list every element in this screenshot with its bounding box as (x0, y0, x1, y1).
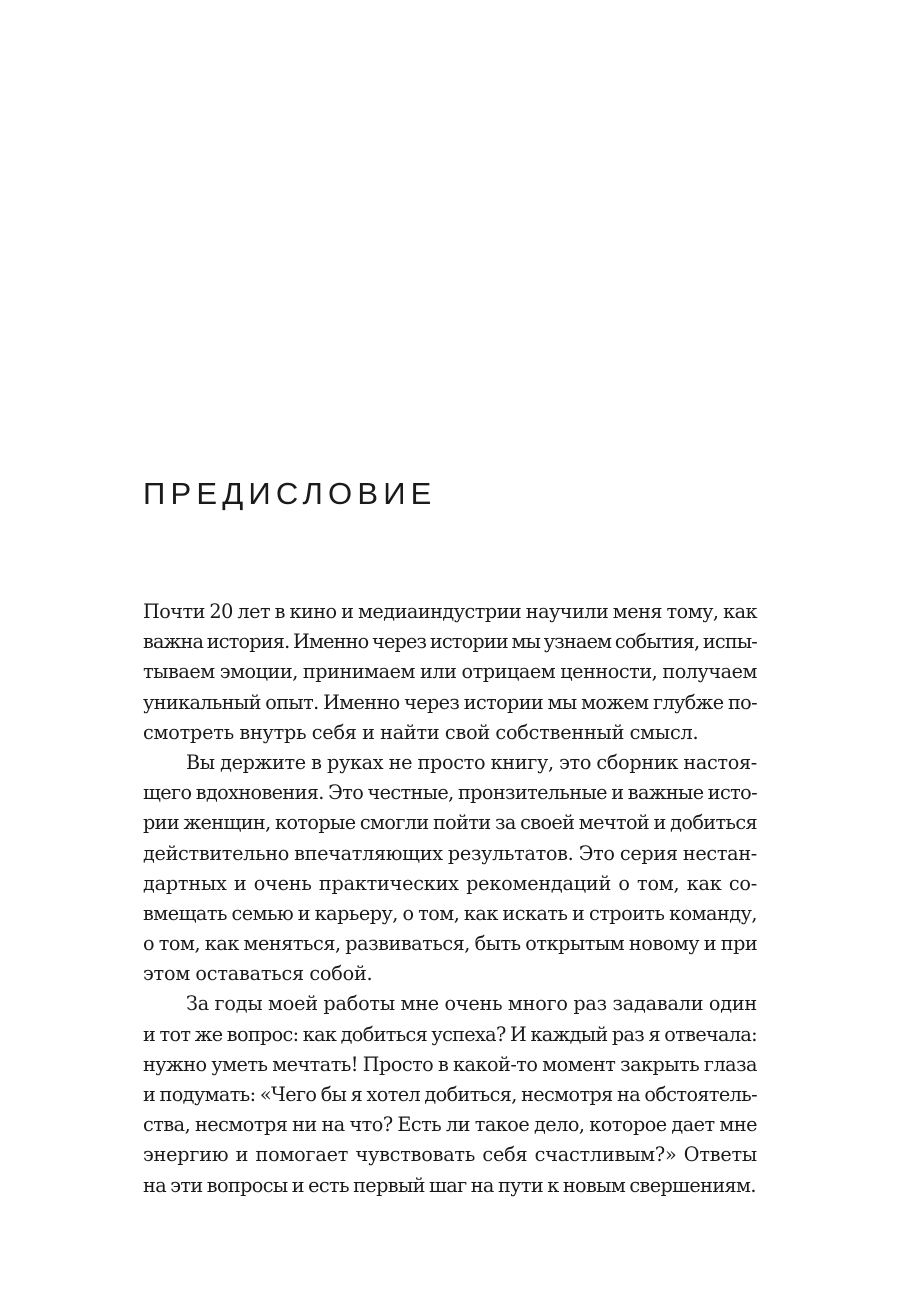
text-line: нужно уметь мечтать! Просто в какой-то момент закрыть глаза (143, 1052, 757, 1076)
paragraph-2 (143, 748, 757, 990)
text-line: За годы моей работы мне очень много раз задавали один (186, 992, 757, 1016)
text-line: этом оставаться собой. (143, 962, 373, 986)
text-line: о том, как меняться, развиваться, быть открытым новому и при (143, 932, 758, 956)
text-line: и подумать: «Чего бы я хотел добиться, несмотря на обстоятель- (143, 1083, 757, 1106)
chapter-title: ПРЕДИСЛОВИЕ (143, 476, 437, 511)
text-line: на эти вопросы и есть первый шаг на пути к новым свершениям. (143, 1173, 756, 1197)
text-line: и тот же вопрос: как добиться успеха? И каждый раз я отвечала: (143, 1022, 757, 1046)
paragraph-3 (143, 989, 757, 1200)
text-line: уникальный опыт. Именно через истории мы можем глубже по- (143, 690, 757, 714)
text-line: действительно впечатляющих результатов. Это серия нестан- (143, 841, 757, 865)
text-line: вмещать семью и карьеру, о том, как искать и строить команду, (143, 901, 757, 925)
text-line: Почти 20 лет в кино и медиаиндустрии научили меня тому, как (143, 600, 757, 623)
text-line: дартных и очень практических рекомендаций о том, как со- (143, 871, 757, 895)
text-line: тываем эмоции, принимаем или отрицаем ценности, получаем (143, 660, 757, 684)
text-line: смотреть внутрь себя и найти свой собственный смысл. (143, 720, 699, 744)
paragraph-1 (143, 597, 757, 748)
text-line: щего вдохновения. Это честные, пронзительные и важные исто- (143, 781, 757, 805)
text-line: рии женщин, которые смогли пойти за своей мечтой и добиться (143, 811, 757, 835)
text-line: энергию и помогает чувствовать себя счастливым?» Ответы (143, 1143, 757, 1167)
text-line: Вы держите в руках не просто книгу, это сборник настоя- (186, 750, 757, 774)
body-text (143, 597, 757, 1201)
text-line: важна история. Именно через истории мы узнаем события, испы- (143, 630, 757, 654)
text-line: ства, несмотря ни на что? Есть ли такое дело, которое дает мне (143, 1113, 757, 1137)
